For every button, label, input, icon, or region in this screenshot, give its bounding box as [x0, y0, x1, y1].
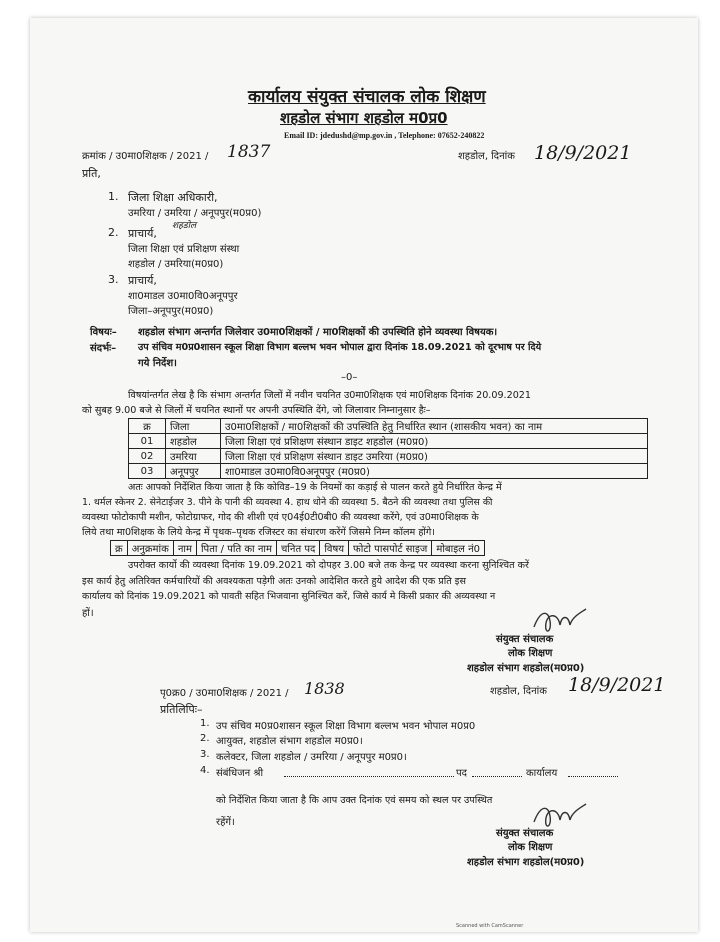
- office-label: कार्यालय: [526, 768, 558, 779]
- subject-text: शहडोल संभाग अन्तर्गत जिलेवार उ0मा0शिक्षकों / मा0शिक्षकों की उपस्थिति होने व्यवस्था विषयक।: [138, 327, 498, 338]
- table-cell: शा0माडल उ0मा0वि0अनूपपुर (म0प्र0): [221, 464, 648, 479]
- table-cell: 01: [129, 434, 166, 449]
- para3-line4: हों।: [82, 608, 94, 619]
- table-header-cell: क्र: [111, 541, 128, 556]
- table-cell: उमरिया: [166, 449, 221, 464]
- signatory-office: शहडोल संभाग शहडोल(म0प्र0): [467, 663, 585, 674]
- register-columns-table: [110, 540, 485, 556]
- date-handwritten: 18/9/2021: [534, 142, 632, 164]
- copy-place-date: शहडोल, दिनांक: [490, 686, 547, 697]
- reference-line-1: उप संचिव म0प्र0शासन स्कूल शिक्षा विभाग बल्लभ भवन भोपाल द्वारा दिनांक 18.09.2021 को दूरभाष पर दिये: [138, 342, 542, 353]
- copy-item-3: कलेक्टर, जिला शहडोल / उमरिया / अनूपपुर म0प्र0।: [216, 752, 407, 763]
- table-header-cell: पिता / पति का नाम: [196, 541, 276, 556]
- table-row: [129, 434, 648, 449]
- table-cell: 03: [129, 464, 166, 479]
- copy-item-2-num: 2.: [200, 733, 210, 744]
- office-subtitle: शहडोल संभाग शहडोल म0प्र0: [280, 109, 448, 127]
- copy-label: प्रतिलिपिः–: [160, 703, 203, 716]
- recipient-handwritten-note: शहडोल: [172, 221, 197, 231]
- recipient-1-num: 1.: [108, 190, 119, 203]
- reference-line-2: गये निर्देश।: [138, 358, 177, 369]
- copy-item-2: आयुक्त, शहडोल संभाग शहडोल म0प्र0।: [216, 736, 363, 747]
- recipient-3-num: 3.: [108, 273, 119, 286]
- table-header-cell: क्र: [129, 419, 166, 434]
- table-row: [129, 464, 648, 479]
- copy-note-line2: रहेंगें।: [216, 817, 235, 828]
- copy-ref-number: पृ0क्र0 / उ0मा0शिक्षक / 2021 /: [160, 688, 289, 699]
- signatory-title: संयुक्त संचालक: [496, 634, 554, 645]
- table-header-cell: मोबाइल नं0: [432, 541, 485, 556]
- table-row: [129, 449, 648, 464]
- recipient-3-line3: जिला–अनूपपुर(म0प्र0): [128, 306, 214, 317]
- table-cell: शहडोल: [166, 434, 221, 449]
- centre-table: [128, 418, 648, 479]
- office-title: कार्यालय संयुक्त संचालक लोक शिक्षण: [248, 87, 486, 107]
- copy-item-4-num: 4.: [200, 765, 210, 776]
- table-header-cell: अनुक्रमांक: [127, 541, 173, 556]
- recipient-2-line2: जिला शिक्षा एवं प्रशिक्षण संस्था: [128, 244, 240, 255]
- para2-line3: व्यवस्था फोटोकापी मशीन, फोटोग्राफर, गोद की शीशी एवं ए04ई0टी0बी0 की व्यवस्था करेंगे, एवं उ0मा0शिक्षक के: [82, 512, 479, 523]
- order-number: क्रमांक / उ0मा0शिक्षक / 2021 /: [82, 151, 209, 162]
- table-header-row: [111, 541, 485, 556]
- blank-post-line: [472, 776, 522, 777]
- table-header-cell: उ0मा0शिक्षकों / मा0शिक्षकों की उपस्थिति हेतु निर्धारित स्थान (शासकीय भवन) का नाम: [221, 419, 648, 434]
- para2-line2: 1. थर्मल स्केनर 2. सेनेटाईजर 3. पीने के पानी की व्यवस्था 4. हाथ धोने की व्यवस्था 5. बैठने की व्यवस्था तथा पुलिस की: [82, 497, 493, 508]
- recipient-1-line1: जिला शिक्षा अधिकारी,: [128, 191, 218, 204]
- copy-item-1-num: 1.: [200, 718, 210, 729]
- para2-line4: लिये तथा मा0शिक्षक के लिये केन्द्र में पृथक–पृथक रजिस्टर का संधारण करेंगें जिसमे निम्न कॉलम होंगे।: [82, 527, 435, 538]
- table-cell: जिला शिक्षा एवं प्रशिक्षण संस्थान डाइट शहडोल (म0प्र0): [221, 434, 648, 449]
- copy-item-3-num: 3.: [200, 749, 210, 760]
- copy-note-line1: को निर्देशित किया जाता है कि आप उक्त दिनांक एवं समय को स्थल पर उपस्थित: [216, 795, 493, 806]
- subject-label: विषयः–: [90, 327, 117, 338]
- table-cell: जिला शिक्षा एवं प्रशिक्षण संस्थान डाइट उमरिया (म0प्र0): [221, 449, 648, 464]
- order-number-handwritten: 1837: [227, 142, 271, 162]
- copy-item-4: संबंधिजन श्री: [216, 768, 264, 779]
- table-header-cell: फोटो पासपोर्ट साइज: [349, 541, 432, 556]
- signatory2-title: संयुक्त संचालक: [496, 828, 554, 839]
- table-cell: अनूपपुर: [166, 464, 221, 479]
- divider: –0–: [341, 372, 358, 383]
- para3-line2: इस कार्य हेतु अतिरिक्त कर्मचारियों की अवश्यकता पड़ेगी अतः उनको आदेशित करते हुये आदेश की एक प्रति इस: [82, 576, 466, 587]
- signatory-dept: लोक शिक्षण: [508, 648, 553, 659]
- prati-label: प्रति,: [82, 167, 101, 180]
- table-cell: 02: [129, 449, 166, 464]
- table-header-cell: नाम: [173, 541, 196, 556]
- para2-line1: अतः आपको निर्देशित किया जाता है कि कोविड–19 के नियमों का कड़ाई से पालन करते हुये निर्धारित केन्द्र में: [128, 482, 502, 493]
- copy-ref-handwritten: 1838: [304, 679, 345, 698]
- table-header-cell: चनित पद: [276, 541, 319, 556]
- recipient-3-line2: शा0माडल उ0मा0वि0अनूपपुर: [128, 291, 238, 302]
- table-header-row: [129, 419, 648, 434]
- contact-line: Email ID: jdedushd@mp.gov.in , Telephone: 07652-240822: [284, 131, 485, 140]
- table-header-cell: जिला: [166, 419, 221, 434]
- reference-label: संदर्भः–: [90, 343, 117, 354]
- copy-item-1: उप संचिव म0प्र0शासन स्कूल शिक्षा विभाग बल्लभ भवन भोपाल म0प्र0: [216, 721, 476, 732]
- blank-office-line: [568, 776, 618, 777]
- scanner-watermark: Scanned with CamScanner: [456, 923, 524, 929]
- document-page: [30, 18, 698, 932]
- signatory2-office: शहडोल संभाग शहडोल(म0प्र0): [467, 857, 585, 868]
- blank-name-line: [284, 776, 454, 777]
- recipient-1-line2: उमरिया / उमरिया / अनूपपुर(म0प्र0): [128, 208, 262, 219]
- para3-line3: कार्यालय को दिनांक 19.09.2021 को पावती सहित भिजवाना सुनिश्चित करें, जिसे कार्य मे किसी प्रकार की अव्यवस्था न: [82, 591, 496, 602]
- para1-line1: विषयांन्तर्गत लेख है कि संभाग अन्तर्गत जिलों में नवीन चयनित उ0मा0शिक्षक एवं मा0शिक्षक दिनांक 20.09.2021: [128, 390, 532, 401]
- para1-line2: को सुबह 9.00 बजे से जिलों में चयनित स्थानों पर अपनी उपस्थिति देंगे, जो जिलावार निम्नानुसार हैः–: [82, 405, 431, 416]
- recipient-2-line3: शहडोल / उमरिया(म0प्र0): [128, 259, 224, 270]
- pad-label: पद: [456, 768, 467, 779]
- table-header-cell: विषय: [320, 541, 349, 556]
- place-date-label: शहडोल, दिनांक: [458, 151, 515, 162]
- signatory2-dept: लोक शिक्षण: [508, 842, 553, 853]
- recipient-2-num: 2.: [108, 226, 119, 239]
- copy-date-handwritten: 18/9/2021: [568, 674, 666, 696]
- recipient-3-line1: प्राचार्य,: [128, 274, 157, 287]
- recipient-2-line1: प्राचार्य,: [128, 227, 157, 240]
- para3-line1: उपरोक्त कार्यो की व्यवस्था दिनांक 19.09.2021 को दोपहर 3.00 बजे तक केन्द्र पर व्यवस्था करना सुनिश्चित करें: [128, 560, 529, 571]
